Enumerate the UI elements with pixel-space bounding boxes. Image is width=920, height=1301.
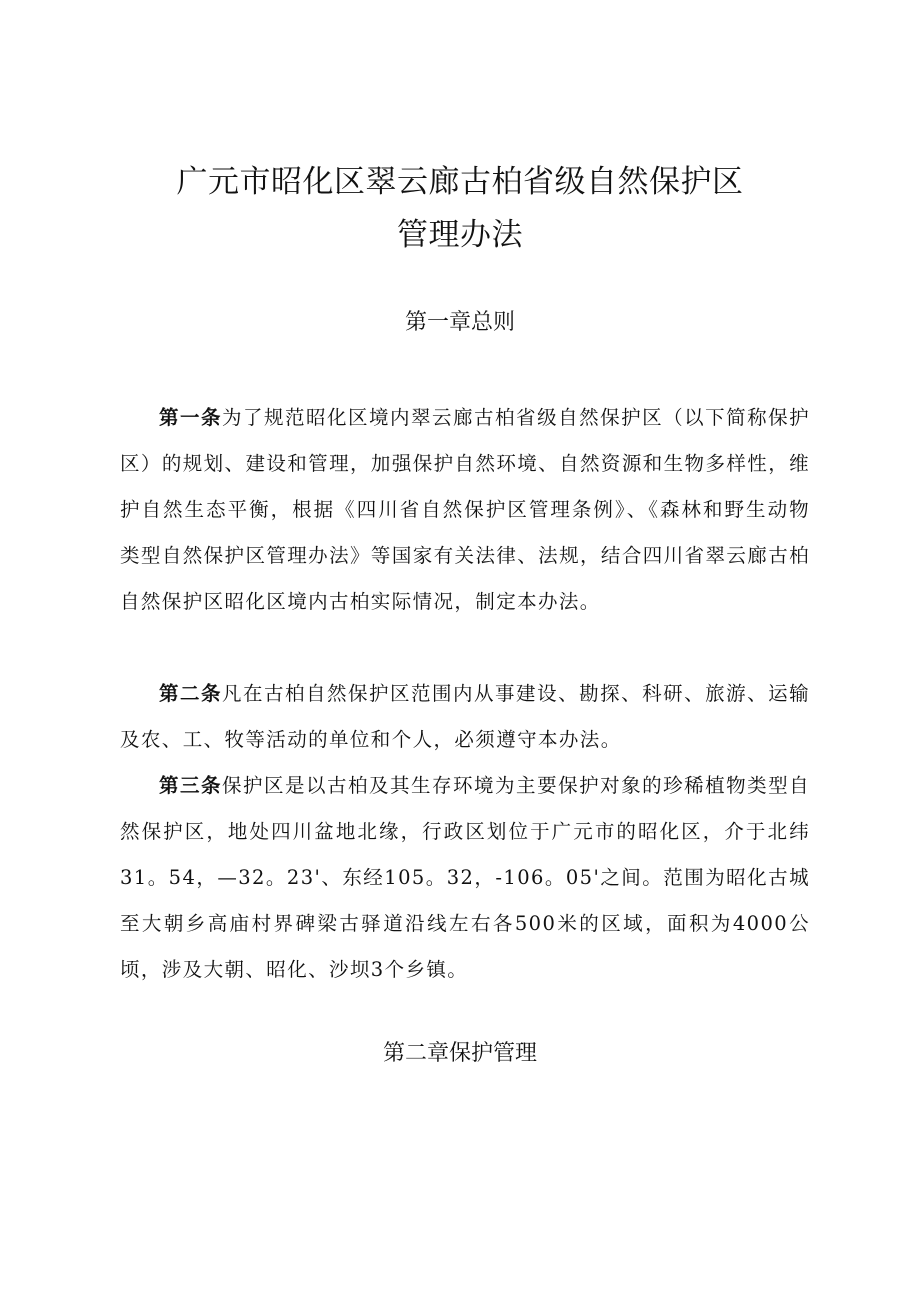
article-2-text: 凡在古柏自然保护区范围内从事建设、勘探、科研、旅游、运输及农、工、牧等活动的单位和个人，必须遵守本办法。 xyxy=(120,682,811,751)
article-2-label: 第二条 xyxy=(159,682,223,705)
document-title-line-2: 管理办法 xyxy=(397,217,523,253)
article-1-text: 为了规范昭化区境内翠云廊古柏省级自然保护区（以下简称保护区）的规划、建设和管理，加强保护自然环境、自然资源和生物多样性，维护自然生态平衡，根据《四川省自然保护区管理条例》、《森林和野生动物类型自然保护区管理办法》等国家有关法律、法规，结合四川省翠云廊古柏自然保护区昭化区境内古柏实际情况，制定本办法。 xyxy=(120,406,811,613)
document-title-line-1: 广元市昭化区翠云廊古柏省级自然保护区 xyxy=(176,164,744,200)
article-2 xyxy=(120,671,810,763)
article-3-label: 第三条 xyxy=(159,774,223,797)
article-1 xyxy=(120,395,810,625)
article-3 xyxy=(120,763,810,993)
article-3-text: 保护区是以古柏及其生存环境为主要保护对象的珍稀植物类型自然保护区，地处四川盆地北缘，行政区划位于广元市的昭化区，介于北纬31。54，—32。23'、东经105。32，-106。05'之间。范围为昭化古城至大朝乡高庙村界碑梁古驿道沿线左右各500米的区域，面积为4000公顷，涉及大朝、昭化、沙坝3个乡镇。 xyxy=(120,774,811,981)
chapter-2-heading: 第二章保护管理 xyxy=(382,1041,537,1066)
article-1-label: 第一条 xyxy=(159,406,223,429)
chapter-1-heading: 第一章总则 xyxy=(404,310,515,335)
